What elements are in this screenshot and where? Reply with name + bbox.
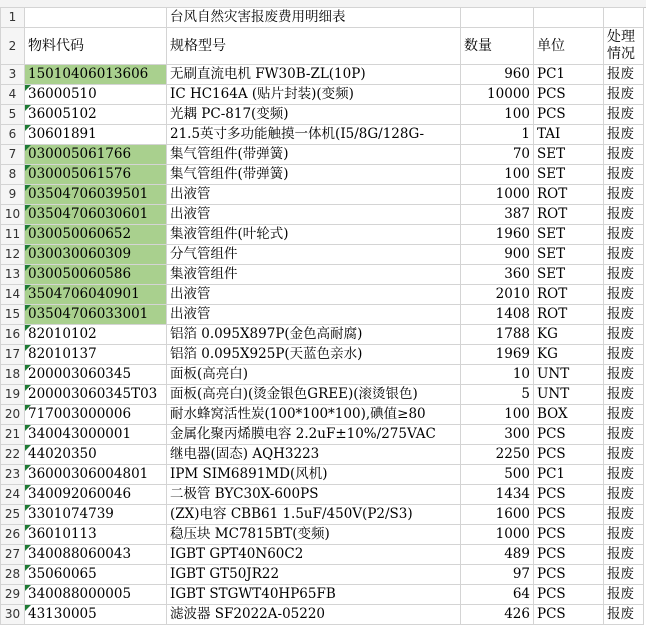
- quantity-cell[interactable]: 10: [461, 365, 534, 385]
- table-row: [1, 165, 644, 185]
- status-cell[interactable]: 报废: [604, 505, 644, 525]
- unit-cell[interactable]: SET: [534, 145, 604, 165]
- row-number[interactable]: 28: [1, 565, 25, 585]
- material-code-cell[interactable]: [25, 425, 167, 445]
- material-code-cell[interactable]: [25, 285, 167, 305]
- table-row: [1, 345, 644, 365]
- table-row: [1, 505, 644, 525]
- cell-error-indicator-icon: [25, 485, 31, 491]
- row-number[interactable]: 27: [1, 545, 25, 565]
- status-cell[interactable]: 报废: [604, 205, 644, 225]
- row-number[interactable]: 6: [1, 125, 25, 145]
- row-number[interactable]: 2: [1, 28, 25, 65]
- spec-cell[interactable]: 铝箔 0.095X925P(天蓝色亲水): [167, 345, 461, 365]
- row-number[interactable]: 26: [1, 525, 25, 545]
- spec-cell[interactable]: 集气管组件(带弹簧): [167, 165, 461, 185]
- row-number[interactable]: 24: [1, 485, 25, 505]
- unit-cell[interactable]: PCS: [534, 105, 604, 125]
- material-code-cell[interactable]: [25, 225, 167, 245]
- unit-cell[interactable]: SET: [534, 265, 604, 285]
- table-row: [1, 245, 644, 265]
- material-code-cell[interactable]: [25, 465, 167, 485]
- spec-cell[interactable]: 面板(高亮白)(烫金银色GREE)(滚烫银色): [167, 385, 461, 405]
- material-code-text: 36000510: [28, 86, 97, 102]
- table-row: [1, 125, 644, 145]
- cell-error-indicator-icon: [25, 245, 31, 251]
- table-row: [1, 145, 644, 165]
- row-number[interactable]: 1: [1, 8, 25, 28]
- unit-cell[interactable]: SET: [534, 225, 604, 245]
- material-code-text: 82010137: [28, 346, 97, 362]
- cell-error-indicator-icon: [25, 305, 31, 311]
- status-cell[interactable]: 报废: [604, 325, 644, 345]
- table-row: [1, 465, 644, 485]
- spec-cell[interactable]: 面板(高亮白): [167, 365, 461, 385]
- row-number[interactable]: 3: [1, 65, 25, 85]
- unit-cell[interactable]: SET: [534, 165, 604, 185]
- material-code-text: 03504706030601: [28, 206, 149, 222]
- cell-error-indicator-icon: [25, 525, 31, 531]
- cell-error-indicator-icon: [25, 285, 31, 291]
- status-cell[interactable]: 报废: [604, 185, 644, 205]
- unit-cell[interactable]: ROT: [534, 305, 604, 325]
- cell-error-indicator-icon: [25, 605, 31, 611]
- quantity-cell[interactable]: 360: [461, 265, 534, 285]
- spec-cell[interactable]: 集气管组件(带弹簧): [167, 145, 461, 165]
- table-row: [1, 405, 644, 425]
- quantity-cell[interactable]: 900: [461, 245, 534, 265]
- table-row: [1, 105, 644, 125]
- unit-cell[interactable]: PCS: [534, 525, 604, 545]
- material-code-cell[interactable]: [25, 385, 167, 405]
- status-cell[interactable]: 报废: [604, 265, 644, 285]
- table-row: [1, 285, 644, 305]
- material-code-text: 030005061766: [28, 146, 132, 162]
- row-number[interactable]: 9: [1, 185, 25, 205]
- row-number[interactable]: 7: [1, 145, 25, 165]
- material-code-text: 43130005: [28, 606, 97, 622]
- spec-cell[interactable]: IGBT GT50JR22: [167, 565, 461, 585]
- row-number[interactable]: 19: [1, 385, 25, 405]
- status-cell[interactable]: 报废: [604, 545, 644, 565]
- quantity-cell[interactable]: 1000: [461, 525, 534, 545]
- table-row: [1, 185, 644, 205]
- row-number[interactable]: 18: [1, 365, 25, 385]
- cell-error-indicator-icon: [25, 325, 31, 331]
- status-cell[interactable]: 报废: [604, 305, 644, 325]
- unit-cell[interactable]: UNT: [534, 385, 604, 405]
- unit-cell[interactable]: KG: [534, 325, 604, 345]
- cell-error-indicator-icon: [25, 345, 31, 351]
- row-number[interactable]: 12: [1, 245, 25, 265]
- table-row: [1, 365, 644, 385]
- spec-cell[interactable]: 滤波器 SF2022A-05220: [167, 605, 461, 625]
- spec-cell[interactable]: 21.5英寸多功能触摸一体机(I5/8G/128G-: [167, 125, 461, 145]
- table-row: [1, 585, 644, 605]
- cell-error-indicator-icon: [25, 265, 31, 271]
- cell-error-indicator-icon: [25, 185, 31, 191]
- quantity-cell[interactable]: 1969: [461, 345, 534, 365]
- row-number[interactable]: 29: [1, 585, 25, 605]
- material-code-text: 200003060345T03: [28, 386, 158, 402]
- spec-cell[interactable]: 集液管组件(叶轮式): [167, 225, 461, 245]
- material-code-text: 03504706033001: [28, 306, 149, 322]
- status-cell[interactable]: 报废: [604, 105, 644, 125]
- status-cell[interactable]: 报废: [604, 405, 644, 425]
- table-row: [1, 605, 644, 625]
- status-cell[interactable]: 报废: [604, 165, 644, 185]
- status-cell[interactable]: 报废: [604, 585, 644, 605]
- unit-cell[interactable]: ROT: [534, 285, 604, 305]
- material-code-cell[interactable]: [25, 185, 167, 205]
- status-cell[interactable]: 报废: [604, 365, 644, 385]
- table-row: [1, 485, 644, 505]
- row-number[interactable]: 22: [1, 445, 25, 465]
- status-cell[interactable]: 报废: [604, 65, 644, 85]
- material-code-cell[interactable]: [25, 445, 167, 465]
- spec-cell[interactable]: 出液管: [167, 205, 461, 225]
- spec-cell[interactable]: IC HC164A (贴片封装)(变频): [167, 85, 461, 105]
- material-code-text: 340043000001: [28, 426, 132, 442]
- quantity-cell[interactable]: 1408: [461, 305, 534, 325]
- quantity-cell[interactable]: 100: [461, 105, 534, 125]
- unit-cell[interactable]: SET: [534, 245, 604, 265]
- unit-cell[interactable]: TAI: [534, 125, 604, 145]
- status-cell[interactable]: 报废: [604, 485, 644, 505]
- material-code-cell[interactable]: [25, 405, 167, 425]
- material-code-cell[interactable]: [25, 585, 167, 605]
- table-row: [1, 425, 644, 445]
- quantity-cell[interactable]: 1960: [461, 225, 534, 245]
- row-number[interactable]: 15: [1, 305, 25, 325]
- cell-error-indicator-icon: [25, 225, 31, 231]
- row-number[interactable]: 13: [1, 265, 25, 285]
- spec-cell[interactable]: 无刷直流电机 FW30B-ZL(10P): [167, 65, 461, 85]
- sheet-title[interactable]: 台风自然灾害报废费用明细表: [167, 8, 461, 28]
- cell-error-indicator-icon: [25, 405, 31, 411]
- unit-cell[interactable]: PCS: [534, 505, 604, 525]
- row-number[interactable]: 17: [1, 345, 25, 365]
- row-number[interactable]: 4: [1, 85, 25, 105]
- quantity-cell[interactable]: 960: [461, 65, 534, 85]
- spec-cell[interactable]: IGBT GPT40N60C2: [167, 545, 461, 565]
- table-row: [1, 65, 644, 85]
- cell-error-indicator-icon: [25, 465, 31, 471]
- cell[interactable]: [25, 8, 167, 28]
- material-code-text: 82010102: [28, 326, 97, 342]
- cell-error-indicator-icon: [25, 565, 31, 571]
- cell-error-indicator-icon: [25, 145, 31, 151]
- status-cell[interactable]: 报废: [604, 285, 644, 305]
- row-number[interactable]: 8: [1, 165, 25, 185]
- unit-cell[interactable]: UNT: [534, 365, 604, 385]
- quantity-cell[interactable]: 100: [461, 165, 534, 185]
- spec-cell[interactable]: 出液管: [167, 305, 461, 325]
- cell-error-indicator-icon: [25, 125, 31, 131]
- unit-cell[interactable]: PCS: [534, 565, 604, 585]
- quantity-cell[interactable]: 5: [461, 385, 534, 405]
- material-code-cell[interactable]: [25, 305, 167, 325]
- spec-cell[interactable]: 铝箔 0.095X897P(金色高耐腐): [167, 325, 461, 345]
- quantity-cell[interactable]: 1600: [461, 505, 534, 525]
- spec-cell[interactable]: 耐水蜂窝活性炭(100*100*100),碘值≥80: [167, 405, 461, 425]
- unit-cell[interactable]: PCS: [534, 585, 604, 605]
- spec-cell[interactable]: 光耦 PC-817(变频): [167, 105, 461, 125]
- title-row: [1, 8, 644, 28]
- cell[interactable]: [604, 8, 644, 28]
- material-code-text: 35060065: [28, 566, 97, 582]
- row-number[interactable]: 23: [1, 465, 25, 485]
- material-code-text: 030005061576: [28, 166, 132, 182]
- material-code-cell[interactable]: [25, 165, 167, 185]
- table-row: [1, 525, 644, 545]
- material-code-text: 3301074739: [28, 506, 114, 522]
- row-number[interactable]: 25: [1, 505, 25, 525]
- spec-cell[interactable]: IPM SIM6891MD(风机): [167, 465, 461, 485]
- spec-cell[interactable]: 稳压块 MC7815BT(变频): [167, 525, 461, 545]
- row-number[interactable]: 14: [1, 285, 25, 305]
- row-number[interactable]: 30: [1, 605, 25, 625]
- header-code[interactable]: 物料代码: [25, 28, 167, 65]
- material-code-cell[interactable]: [25, 325, 167, 345]
- table-row: [1, 545, 644, 565]
- row-number[interactable]: 5: [1, 105, 25, 125]
- material-code-text: 3504706040901: [28, 286, 140, 302]
- material-code-text: 340088000005: [28, 586, 132, 602]
- status-cell[interactable]: 报废: [604, 425, 644, 445]
- header-unit[interactable]: 单位: [534, 28, 604, 65]
- material-code-text: 030030060309: [28, 246, 132, 262]
- quantity-cell[interactable]: 489: [461, 545, 534, 565]
- status-cell[interactable]: 报废: [604, 605, 644, 625]
- table-row: [1, 385, 644, 405]
- spec-cell[interactable]: 出液管: [167, 185, 461, 205]
- cell[interactable]: [461, 8, 534, 28]
- cell-error-indicator-icon: [25, 105, 31, 111]
- quantity-cell[interactable]: 1788: [461, 325, 534, 345]
- row-number[interactable]: 21: [1, 425, 25, 445]
- header-row: [1, 28, 644, 65]
- quantity-cell[interactable]: 100: [461, 405, 534, 425]
- unit-cell[interactable]: KG: [534, 345, 604, 365]
- unit-cell[interactable]: ROT: [534, 205, 604, 225]
- row-number[interactable]: 16: [1, 325, 25, 345]
- cell-error-indicator-icon: [25, 505, 31, 511]
- quantity-cell[interactable]: 70: [461, 145, 534, 165]
- material-code-text: 200003060345: [28, 366, 132, 382]
- material-code-text: 36010113: [28, 526, 97, 542]
- material-code-cell[interactable]: [25, 525, 167, 545]
- material-code-text: 030050060652: [28, 226, 132, 242]
- table-row: [1, 225, 644, 245]
- table-row: [1, 85, 644, 105]
- material-code-text: 717003000006: [28, 406, 132, 422]
- header-spec[interactable]: 规格型号: [167, 28, 461, 65]
- material-code-text: 03504706039501: [28, 186, 149, 202]
- material-code-text: 030050060586: [28, 266, 132, 282]
- cell-error-indicator-icon: [25, 425, 31, 431]
- material-code-cell[interactable]: [25, 65, 167, 85]
- unit-cell[interactable]: PCS: [534, 85, 604, 105]
- unit-cell[interactable]: ROT: [534, 185, 604, 205]
- row-number[interactable]: 11: [1, 225, 25, 245]
- status-cell[interactable]: 报废: [604, 445, 644, 465]
- unit-cell[interactable]: PCS: [534, 425, 604, 445]
- material-code-cell[interactable]: [25, 85, 167, 105]
- quantity-cell[interactable]: 10000: [461, 85, 534, 105]
- unit-cell[interactable]: PC1: [534, 65, 604, 85]
- material-code-text: 15010406013606: [28, 66, 149, 82]
- unit-cell[interactable]: PCS: [534, 485, 604, 505]
- spec-cell[interactable]: 金属化聚丙烯膜电容 2.2uF±10%/275VAC: [167, 425, 461, 445]
- material-code-cell[interactable]: [25, 205, 167, 225]
- material-code-text: 44020350: [28, 446, 97, 462]
- material-code-cell[interactable]: [25, 245, 167, 265]
- material-code-cell[interactable]: [25, 265, 167, 285]
- material-code-text: 36000306004801: [28, 466, 149, 482]
- header-qty[interactable]: 数量: [461, 28, 534, 65]
- status-cell[interactable]: 报废: [604, 125, 644, 145]
- unit-cell[interactable]: PC1: [534, 465, 604, 485]
- unit-cell[interactable]: PCS: [534, 545, 604, 565]
- quantity-cell[interactable]: 2010: [461, 285, 534, 305]
- table-row: [1, 305, 644, 325]
- spec-cell[interactable]: IGBT STGWT40HP65FB: [167, 585, 461, 605]
- table-row: [1, 325, 644, 345]
- unit-cell[interactable]: BOX: [534, 405, 604, 425]
- material-code-cell[interactable]: [25, 605, 167, 625]
- material-code-cell[interactable]: [25, 365, 167, 385]
- data-grid: [0, 7, 644, 625]
- table-row: [1, 445, 644, 465]
- quantity-cell[interactable]: 64: [461, 585, 534, 605]
- spec-cell[interactable]: (ZX)电容 CBB61 1.5uF/450V(P2/S3): [167, 505, 461, 525]
- quantity-cell[interactable]: 387: [461, 205, 534, 225]
- table-row: [1, 565, 644, 585]
- quantity-cell[interactable]: 97: [461, 565, 534, 585]
- status-cell[interactable]: 报废: [604, 85, 644, 105]
- row-number[interactable]: 20: [1, 405, 25, 425]
- quantity-cell[interactable]: 426: [461, 605, 534, 625]
- material-code-cell[interactable]: [25, 485, 167, 505]
- quantity-cell[interactable]: 1000: [461, 185, 534, 205]
- quantity-cell[interactable]: 1: [461, 125, 534, 145]
- material-code-cell[interactable]: [25, 105, 167, 125]
- status-cell[interactable]: 报废: [604, 345, 644, 365]
- material-code-text: 340088060043: [28, 546, 132, 562]
- material-code-cell[interactable]: [25, 145, 167, 165]
- header-status[interactable]: 处理情况: [604, 28, 644, 65]
- status-cell[interactable]: 报废: [604, 465, 644, 485]
- spec-cell[interactable]: 继电器(固态) AQH3223: [167, 445, 461, 465]
- spec-cell[interactable]: 集液管组件: [167, 265, 461, 285]
- status-cell[interactable]: 报废: [604, 525, 644, 545]
- unit-cell[interactable]: PCS: [534, 445, 604, 465]
- material-code-cell[interactable]: [25, 545, 167, 565]
- table-row: [1, 265, 644, 285]
- material-code-cell[interactable]: [25, 505, 167, 525]
- quantity-cell[interactable]: 500: [461, 465, 534, 485]
- cell-error-indicator-icon: [25, 205, 31, 211]
- unit-cell[interactable]: PCS: [534, 605, 604, 625]
- status-cell[interactable]: 报废: [604, 245, 644, 265]
- status-cell[interactable]: 报废: [604, 145, 644, 165]
- spec-cell[interactable]: 二极管 BYC30X-600PS: [167, 485, 461, 505]
- material-code-text: 340092060046: [28, 486, 132, 502]
- cell-error-indicator-icon: [25, 585, 31, 591]
- row-number[interactable]: 10: [1, 205, 25, 225]
- material-code-cell[interactable]: [25, 345, 167, 365]
- cell-error-indicator-icon: [25, 165, 31, 171]
- cell-error-indicator-icon: [25, 545, 31, 551]
- quantity-cell[interactable]: 1434: [461, 485, 534, 505]
- cell[interactable]: [534, 8, 604, 28]
- cell-error-indicator-icon: [25, 85, 31, 91]
- cell-error-indicator-icon: [25, 445, 31, 451]
- status-cell[interactable]: 报废: [604, 565, 644, 585]
- status-cell[interactable]: 报废: [604, 225, 644, 245]
- spec-cell[interactable]: 分气管组件: [167, 245, 461, 265]
- material-code-cell[interactable]: [25, 565, 167, 585]
- quantity-cell[interactable]: 300: [461, 425, 534, 445]
- cell-error-indicator-icon: [25, 385, 31, 391]
- material-code-text: 30601891: [28, 126, 97, 142]
- table-row: [1, 205, 644, 225]
- material-code-text: 36005102: [28, 106, 97, 122]
- cell-error-indicator-icon: [25, 365, 31, 371]
- quantity-cell[interactable]: 2250: [461, 445, 534, 465]
- status-cell[interactable]: 报废: [604, 385, 644, 405]
- spec-cell[interactable]: 出液管: [167, 285, 461, 305]
- material-code-cell[interactable]: [25, 125, 167, 145]
